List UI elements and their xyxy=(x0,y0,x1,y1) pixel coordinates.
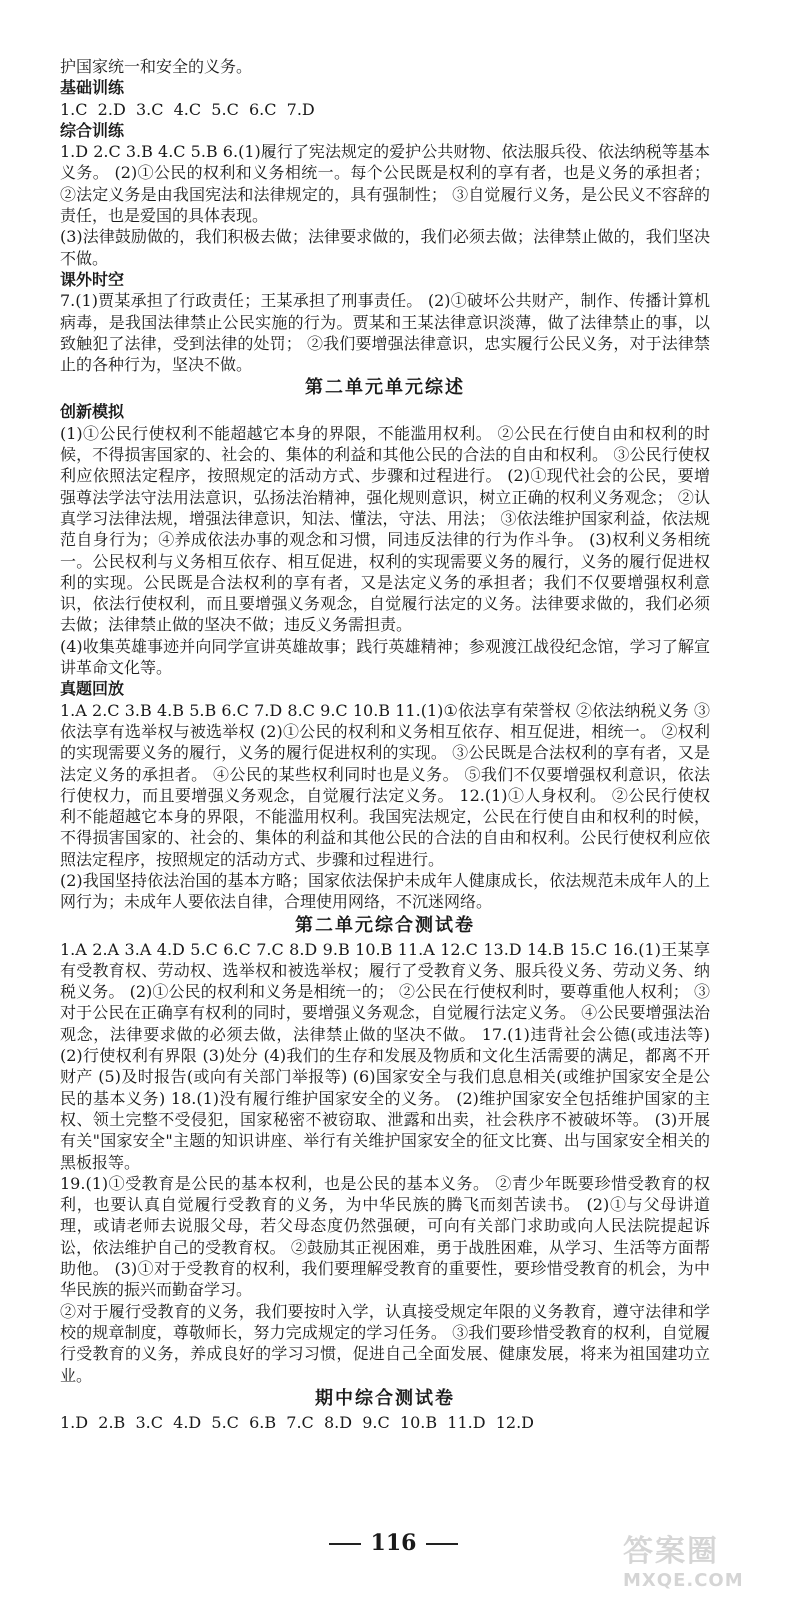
watermark-title: 答案圈 xyxy=(623,1534,719,1569)
paragraph: 1.A 2.C 3.B 4.B 5.B 6.C 7.D 8.C 9.C 10.B 11.(1)①依法享有荣誉权 ②依法纳税义务 ③依法享有选举权与被选举权 (2)①公民的权利和义务相互依存、相互促进，相统一。 ②权利的实现需要义务的履行，义务的履行促进权利的实现。 ③公民既是合法权利的享有者，又是法定义务的承担者。 ④公民的某些权利同时也是义务。 ⑤我们不仅要增强权利意识，依法行使权力，而且要增强义务观念，自觉履行法定义务。 12.(1)①人身权利。 ②公民行使权利不能超越它本身的界限，不能滥用权利。我国宪法规定，公民在行使自由和权利的时候，不得损害国家的、社会的、集体的利益和其他公民的合法的自由和权利。公民行使权利应依照法定程序，按照规定的活动方式、步骤和过程进行。 xyxy=(60,700,710,869)
answer-line: 1.C 2.D 3.C 4.C 5.C 6.C 7.D xyxy=(60,99,315,119)
section-heading-zhenti: 真题回放 xyxy=(60,679,125,699)
paragraph: ②对于履行受教育的义务，我们要按时入学，认真接受规定年限的义务教育，遵守法律和学校的规章制度，尊敬师长，努力完成规定的学习任务。 ③我们要珍惜受教育的权利，自觉履行受教育的义务，养成良好的学习习惯，促进自己全面发展、健康发展，将来为祖国建功立业。 xyxy=(60,1301,710,1385)
unit-title-review: 第二单元单元综述 xyxy=(305,377,465,399)
paragraph: (3)法律鼓励做的，我们积极去做；法律要求做的，我们必须去做；法律禁止做的，我们坚决不做。 xyxy=(60,227,710,268)
paragraph: (2)我国坚持依法治国的基本方略；国家依法保护未成年人健康成长，依法规范未成年人的上网行为；未成年人要依法自律，合理使用网络，不沉迷网络。 xyxy=(60,870,710,912)
section-heading-chuangxin: 创新模拟 xyxy=(60,402,125,422)
dash-right xyxy=(426,1543,458,1545)
paragraph: (4)收集英雄事迹并向同学宣讲英雄故事；践行英雄精神；参观渡江战役纪念馆，学习了解宣讲革命文化等。 xyxy=(60,636,710,678)
dash-left xyxy=(329,1543,361,1545)
unit-title-midterm: 期中综合测试卷 xyxy=(315,1387,455,1409)
paragraph: 1.A 2.A 3.A 4.D 5.C 6.C 7.C 8.D 9.B 10.B 11.A 12.C 13.D 14.B 15.C 16.(1)王某享有受教育权、劳动权、选举权和被选举权；履行了受教育义务、服兵役义务、劳动义务、纳税义务。 (2)①公民的权利和义务是相统一的； ②公民在行使权利时，要尊重他人权利； ③对于公民在正确享有权利的同时，要增强义务观念，自觉履行法定义务。 ④公民要增强法治观念，法律要求做的必须去做，法律禁止做的坚决不做。 17.(1)违背社会公德(或违法等) (2)行使权利有界限 (3)处分 (4)我们的生存和发展及物质和文化生活需要的满足，都离不开财产 (5)及时报告(或向有关部门举报等) (6)国家安全与我们息息相关(或维护国家安全是公民的基本义务) 18.(1)没有履行维护国家安全的义务。 (2)维护国家安全包括维护国家的主权、领土完整不受侵犯，国家秘密不被窃取、泄露和出卖，社会秩序不被破坏等。 (3)开展有关"国家安全"主题的知识讲座、举行有关维护国家安全的征文比赛、出与国家安全相关的黑板报等。 xyxy=(60,939,710,1172)
section-heading-kewai: 课外时空 xyxy=(60,269,125,289)
unit-title-test: 第二单元综合测试卷 xyxy=(295,914,475,936)
section-heading-jichu: 基础训练 xyxy=(60,78,125,98)
section-heading-zonghe: 综合训练 xyxy=(60,120,125,140)
paragraph: 19.(1)①受教育是公民的基本权利，也是公民的基本义务。 ②青少年既要珍惜受教育的权利，也要认真自觉履行受教育的义务，为中华民族的腾飞而刻苦读书。 (2)①与父母讲道理，或请老师去说服父母，若父母态度仍然强硬，可向有关部门求助或向人民法院提起诉讼，依法维护自己的受教育权。 ②鼓励其正视困难，勇于战胜困难，从学习、生活等方面帮助他。 (3)①对于受教育的权利，我们要理解受教育的重要性，要珍惜受教育的机会，为中华民族的振兴而勤奋学习。 xyxy=(60,1173,710,1300)
page-number-text: 116 xyxy=(370,1530,417,1556)
paragraph: 1.D 2.C 3.B 4.C 5.B 6.(1)履行了宪法规定的爱护公共财物、依法服兵役、依法纳税等基本义务。 (2)①公民的权利和义务相统一。每个公民既是权利的享有者，也是义务的承担者； ②法定义务是由我国宪法和法律规定的，具有强制性； ③自觉履行义务，是公民义不容辞的责任，也是爱国的具体表现。 xyxy=(60,142,710,226)
text-line: 护国家统一和安全的义务。 xyxy=(60,57,253,76)
watermark-logo xyxy=(623,1526,773,1590)
watermark-url: MXQE.COM xyxy=(623,1570,744,1591)
answer-line: 1.D 2.B 3.C 4.D 5.C 6.B 7.C 8.D 9.C 10.B 11.D 12.D xyxy=(60,1412,534,1432)
paragraph: 7.(1)贾某承担了行政责任；王某承担了刑事责任。 (2)①破坏公共财产，制作、传播计算机病毒，是我国法律禁止公民实施的行为。贾某和王某法律意识淡薄，做了法律禁止的事，以致触犯了法律，受到法律的处罚； ②我们要增强法律意识，忠实履行公民义务，对于法律禁止的各种行为，坚决不做。 xyxy=(60,291,710,375)
answer-document xyxy=(60,56,710,1433)
paragraph: (1)①公民行使权利不能超越它本身的界限，不能滥用权利。 ②公民在行使自由和权利的时候，不得损害国家的、社会的、集体的利益和其他公民的合法的自由和权利。 ③公民行使权利应依照法定程序，按照规定的活动方式、步骤和过程进行。 (2)①现代社会的公民，要增强尊法学法守法用法意识，弘扬法治精神，强化规则意识，树立正确的权利义务观念； ②认真学习法律法规，增强法律意识，知法、懂法，守法、用法； ③依法维护国家利益，依法规范自身行为；④养成依法办事的观念和习惯，同违反法律的行为作斗争。 (3)权利义务相统一。公民权利与义务相互依存、相互促进，权利的实现需要义务的履行，义务的履行促进权利的实现。公民既是合法权利的享有者，又是法定义务的承担者；我们不仅要增强权利意识，依法行使权利，而且要增强义务观念，自觉履行法定的义务。法律要求做的，我们必须去做；法律禁止做的坚决不做；违反义务需担责。 xyxy=(60,423,710,635)
